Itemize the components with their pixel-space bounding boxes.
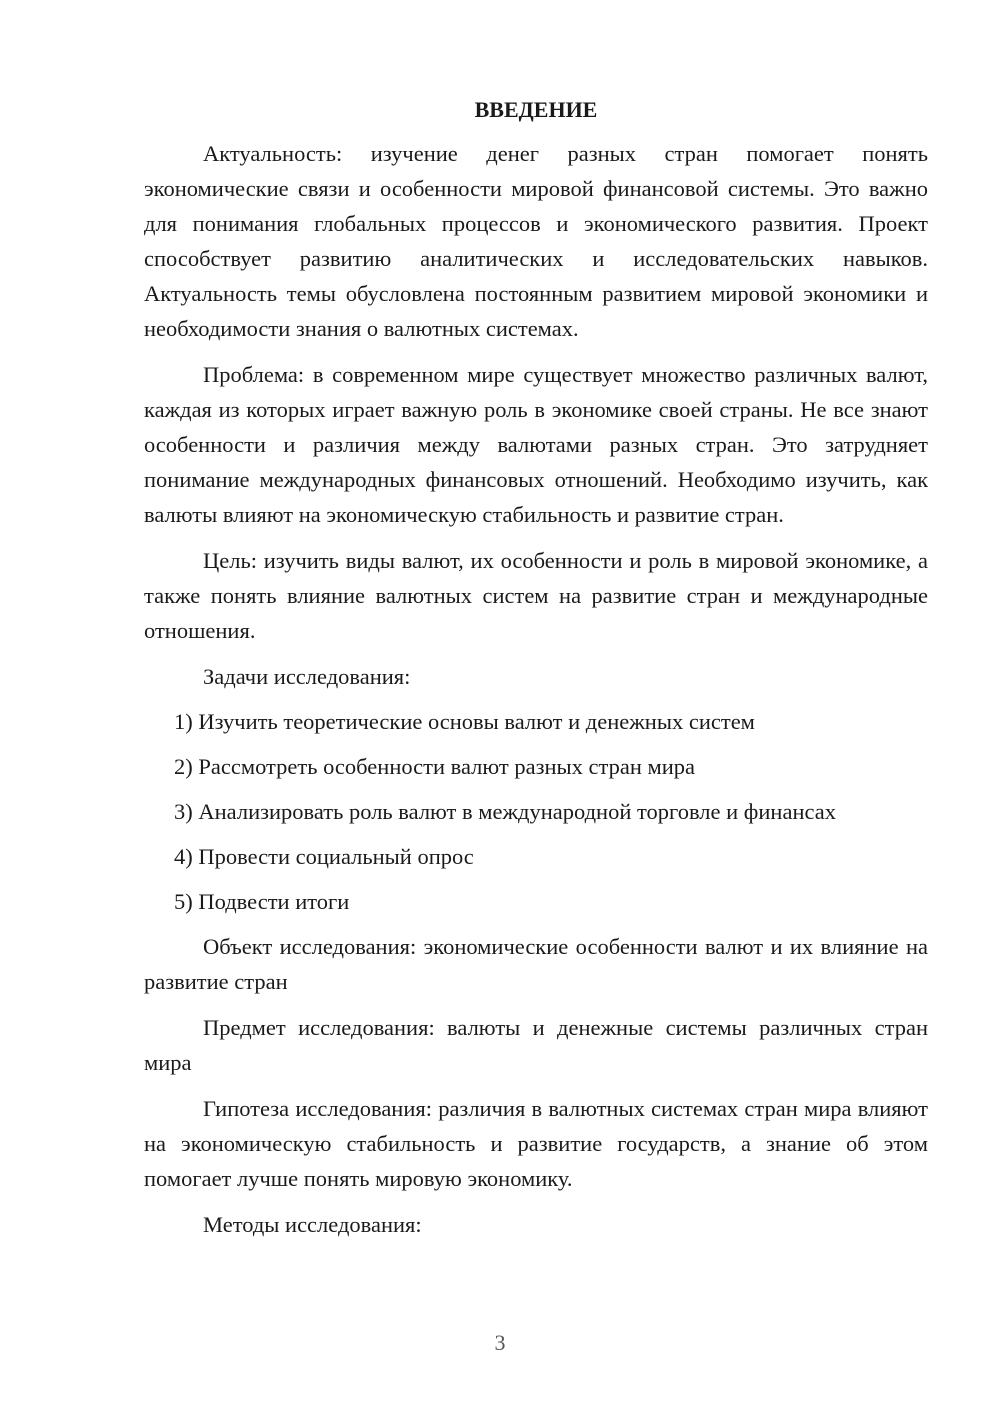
paragraph-object: Объект исследования: экономические особенности валют и их влияние на развитие стран (144, 934, 928, 994)
tasks-heading: Задачи исследования: (203, 664, 411, 689)
document-title: ВВЕДЕНИЕ (474, 97, 598, 122)
task-item: 4) Провести социальный опрос (174, 844, 474, 869)
paragraph-goal: Цель: изучить виды валют, их особенности и роль в мировой экономике, а также понять влияние валютных систем на развитие стран и международные отношения. (144, 548, 928, 643)
task-item: 2) Рассмотреть особенности валют разных стран мира (174, 754, 696, 779)
paragraph-hypothesis: Гипотеза исследования: различия в валютных системах стран мира влияют на экономическую стабильность и развитие государств, а знание об этом помогает лучше понять мировую экономику. (144, 1096, 928, 1191)
task-item: 3) Анализировать роль валют в международной торговле и финансах (174, 799, 836, 824)
page-number: 3 (494, 1330, 506, 1355)
paragraph-subject: Предмет исследования: валюты и денежные системы различных стран мира (144, 1015, 928, 1075)
task-item: 5) Подвести итоги (174, 889, 350, 914)
document-page (144, 92, 928, 1242)
paragraph-problem: Проблема: в современном мире существует множество различных валют, каждая из которых играет важную роль в экономике своей страны. Не все знают особенности и различия между валютами разных стран. Это затрудняет понимание международных финансовых отношений. Необходимо изучить, как валюты влияют на экономическую стабильность и развитие стран. (144, 362, 928, 527)
paragraph-methods: Методы исследования: (203, 1212, 422, 1237)
paragraph-relevance: Актуальность: изучение денег разных стран помогает понять экономические связи и особенности мировой финансовой системы. Это важно для понимания глобальных процессов и экономического развития. Проект способствует развитию аналитических и исследовательских навыков. Актуальность темы обусловлена постоянным развитием мировой экономики и необходимости знания о валютных системах. (144, 141, 928, 341)
task-item: 1) Изучить теоретические основы валют и денежных систем (174, 709, 755, 734)
